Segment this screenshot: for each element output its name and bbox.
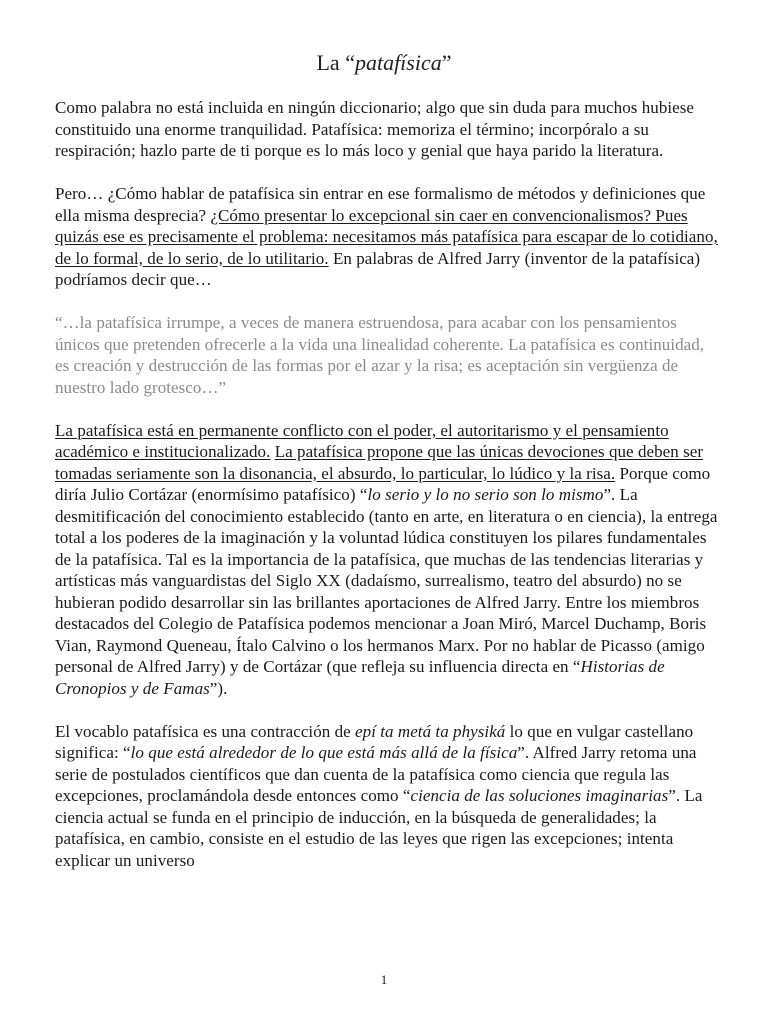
paragraph-5-text-d: ”. La ciencia actual se funda en el principio de inducción, en la búsqueda de generalidades; la patafísica, en cambio, consiste en el estudio de las leyes que rigen las excepciones; intenta explicar un universo bbox=[55, 786, 703, 870]
title-italic: patafísica bbox=[354, 50, 442, 75]
paragraph-2-text-a: Pero… ¿Cómo hablar de patafísica sin entrar en ese formalismo de métodos y definiciones que ella misma desprecia? bbox=[55, 184, 706, 225]
paragraph-5 bbox=[55, 721, 720, 872]
block-quote: “…la patafísica irrumpe, a veces de manera estruendosa, para acabar con los pensamientos únicos que pretenden ofrecerle a la vida una linealidad coherente. La patafísica es continuidad, es creación y destrucción de las formas por el azar y la risa; es aceptación sin vergüenza de nuestro lado grotesco…” bbox=[55, 313, 705, 397]
paragraph-1: Como palabra no está incluida en ningún diccionario; algo que sin duda para muchos hubiese constituido una enorme tranquilidad. Patafísica: memoriza el término; incorpóralo a su respiración; hazlo parte de ti porque es lo más loco y genial que haya parido la literatura. bbox=[55, 98, 694, 160]
paragraph-4-underlined-1: La patafísica está en permanente conflicto con el poder, el autoritarismo y el pensamiento académico e institucionalizado. bbox=[55, 420, 669, 461]
paragraph-5-text-c: ”. Alfred Jarry retoma una serie de postulados científicos que dan cuenta de la patafísica como ciencia que regula las excepciones, proclamándola desde entonces como “ bbox=[55, 743, 697, 805]
title-suffix: ” bbox=[441, 50, 452, 75]
paragraph-4 bbox=[55, 420, 720, 700]
page-number: 1 bbox=[380, 972, 388, 987]
paragraph-4-text-a: Porque como diría Julio Cortázar (enormísimo patafísico) “ bbox=[55, 463, 711, 504]
paragraph-5-text-a: El vocablo patafísica es una contracción de bbox=[55, 721, 356, 741]
paragraph-2-underlined: ¿Cómo presentar lo excepcional sin caer en convencionalismos? Pues quizás ese es precisamente el problema: necesitamos más patafísica para escapar de lo cotidiano, de lo formal, de lo serio, de lo utilitario. bbox=[55, 205, 718, 268]
paragraph-4-text-c: ”). bbox=[209, 678, 228, 698]
document-body bbox=[55, 97, 720, 893]
paragraph-4-italic-2: Historias de Cronopios y de Famas bbox=[55, 657, 665, 698]
paragraph-2 bbox=[55, 183, 720, 291]
paragraph-5-italic-2: lo que está alrededor de lo que está más allá de la física bbox=[130, 743, 518, 762]
paragraph-5-italic-3: ciencia de las soluciones imaginarias bbox=[410, 786, 669, 805]
page-title bbox=[0, 50, 768, 76]
paragraph-4-underlined-2: La patafísica propone que las únicas devociones que deben ser tomadas seriamente son la disonancia, el absurdo, lo particular, lo lúdico y la risa. bbox=[55, 442, 704, 483]
paragraph-4-text-b: ”. La desmitificación del conocimiento establecido (tanto en arte, en literatura o en ciencia), la entrega total a los poderes de la imaginación y la voluntad lúdica constituyen los pilares fundamentales de la patafísica. Tal es la importancia de la patafísica, que muchas de las tendencias literarias y artísticas más vanguardistas del Siglo XX (dadaísmo, surrealismo, teatro del absurdo) no se hubieran podido desarrollar sin las brillantes aportaciones de Alfred Jarry. Entre los miembros destacados del Colegio de Patafísica podemos mencionar a Joan Miró, Marcel Duchamp, Boris Vian, Raymond Queneau, Ítalo Calvino o los hermanos Marx. Por no hablar de Picasso (amigo personal de Alfred Jarry) y de Cortázar (que refleja su influencia directa en “ bbox=[55, 485, 718, 676]
paragraph-4-italic-1: lo serio y lo no serio son lo mismo bbox=[367, 485, 604, 504]
paragraph-2-text-b: En palabras de Alfred Jarry (inventor de la patafísica) podríamos decir que… bbox=[55, 248, 701, 289]
paragraph-5-italic-1: epí ta metá ta physiká bbox=[355, 721, 506, 741]
paragraph-5-text-b: lo que en vulgar castellano significa: “ bbox=[55, 721, 694, 762]
title-prefix: La “ bbox=[316, 50, 355, 75]
